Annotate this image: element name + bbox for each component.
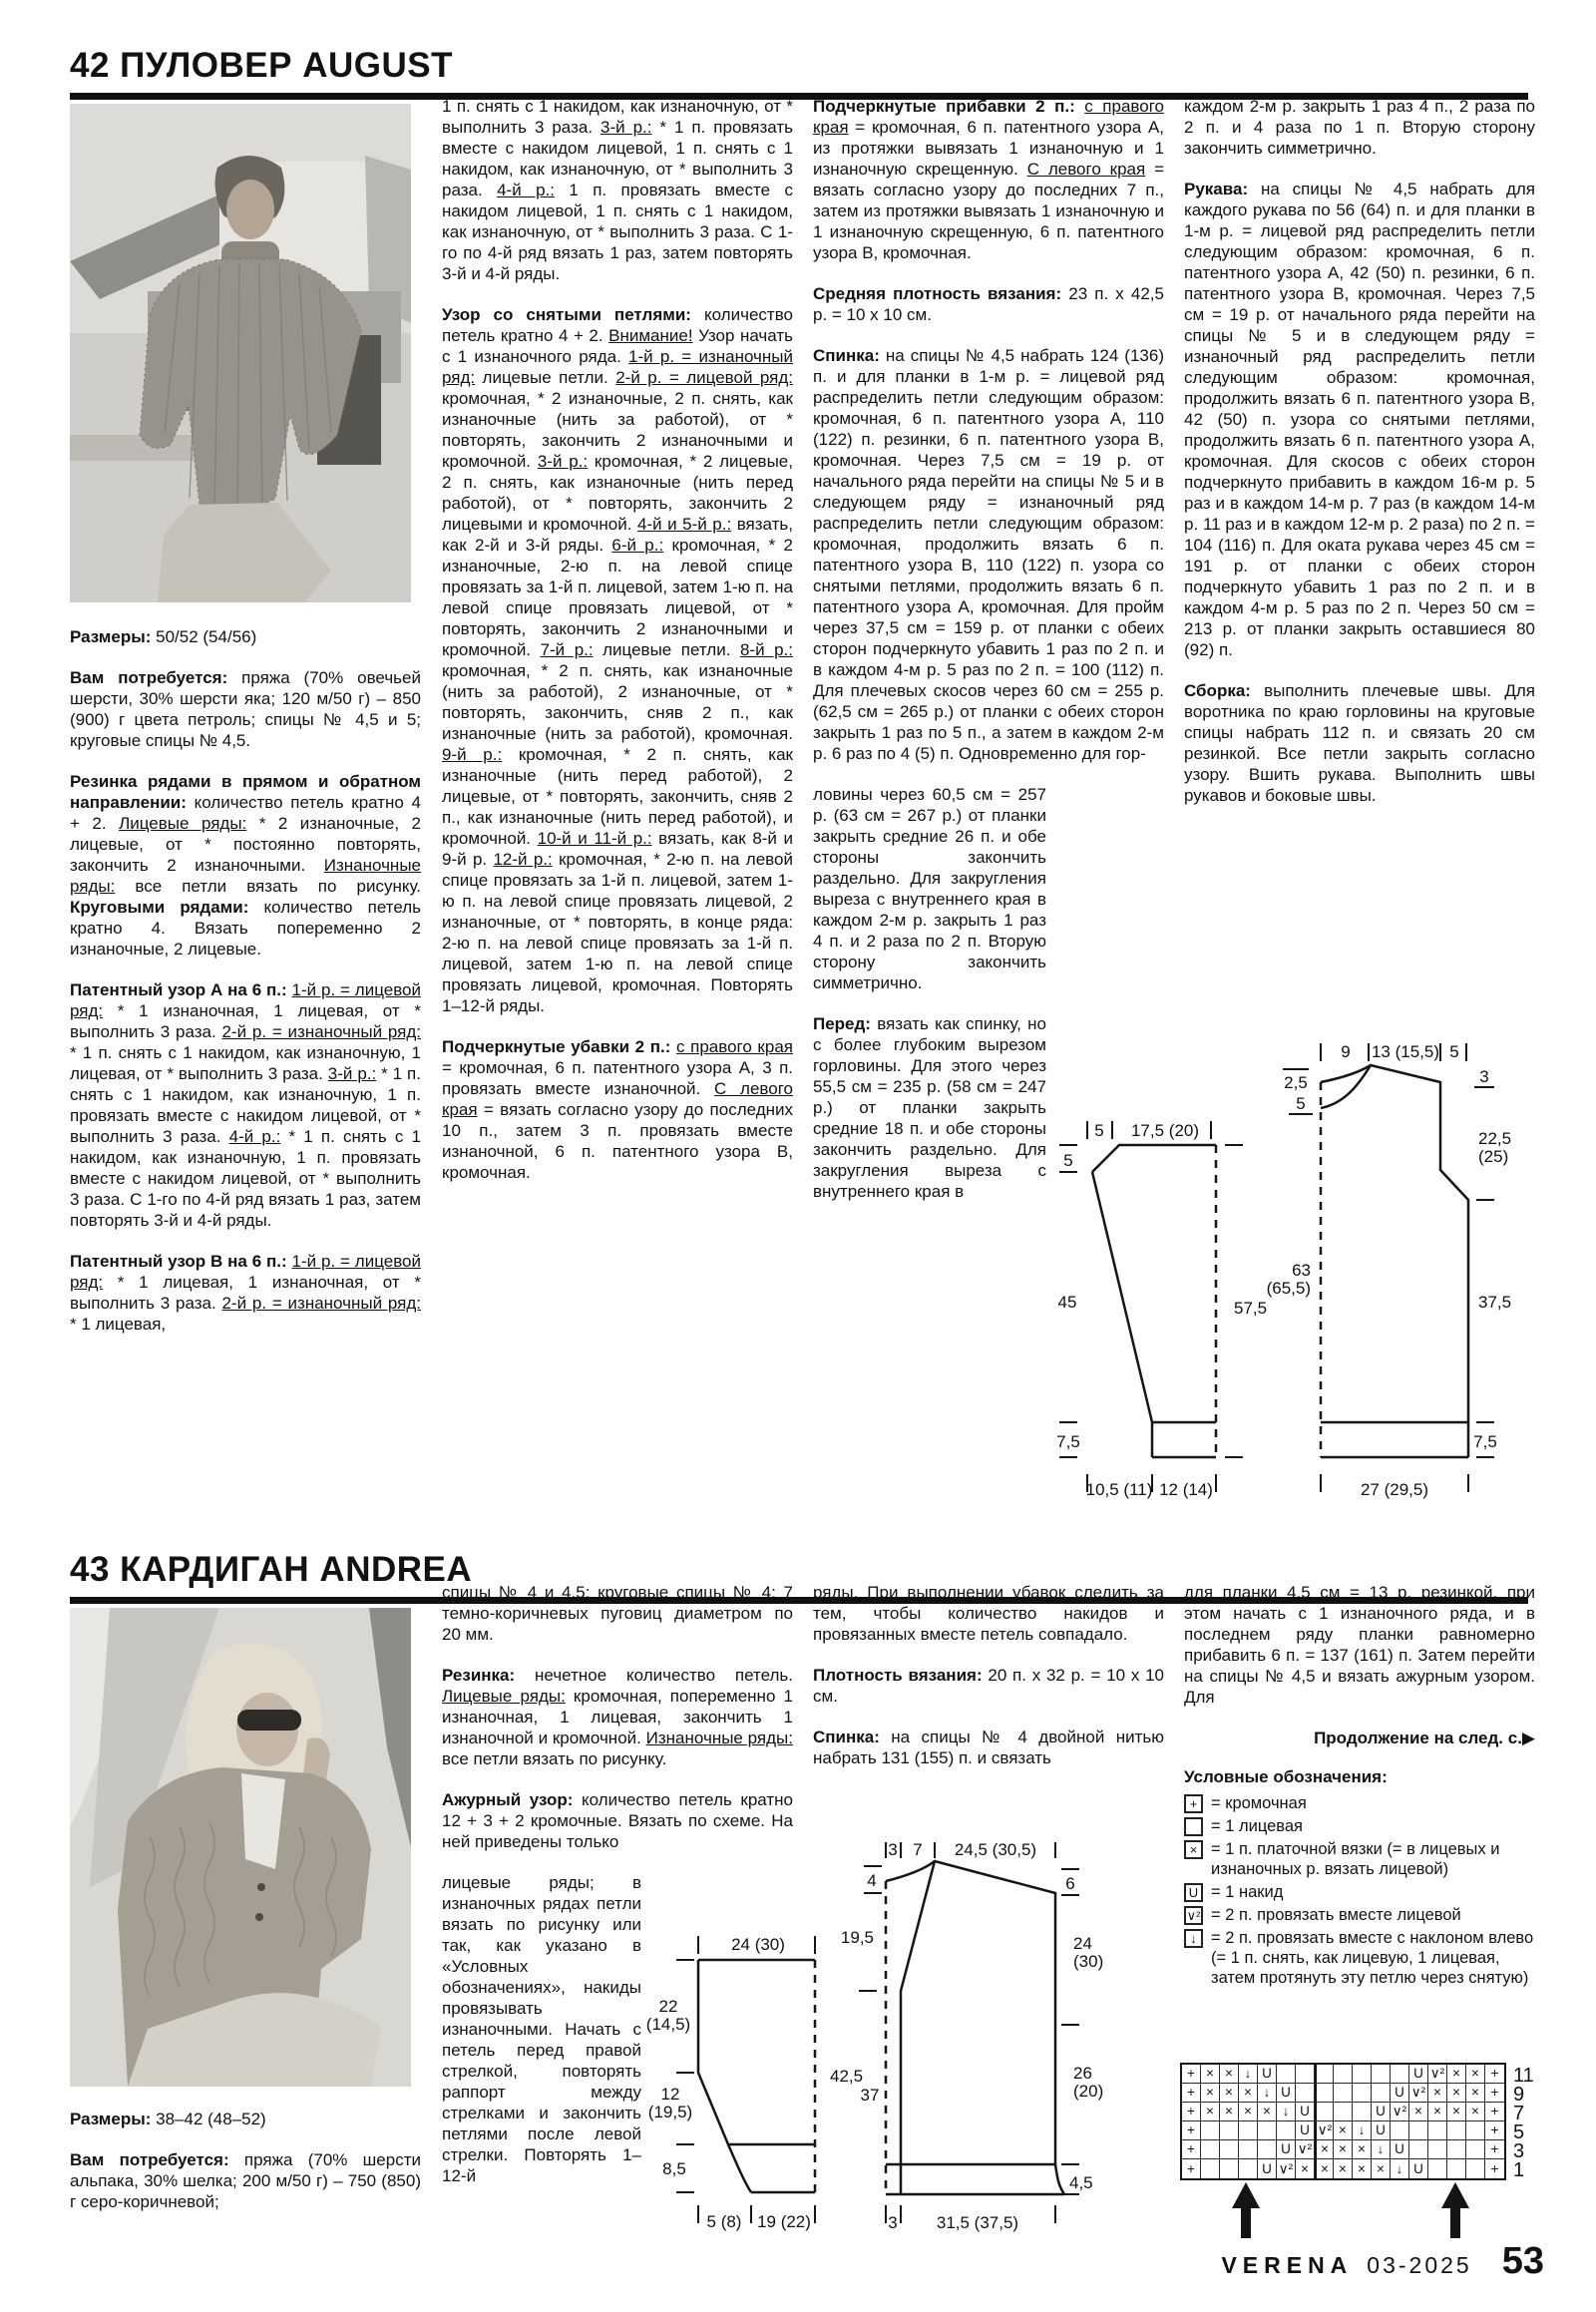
dim-label: (20) — [1073, 2082, 1104, 2101]
chart-row-number: 3 — [1513, 2140, 1525, 2162]
legend-text: = 2 п. провязать вместе лицевой — [1211, 1906, 1461, 1924]
legend-item — [1184, 1816, 1535, 1836]
chart-cell — [1372, 2065, 1391, 2084]
cardigan-photo-art — [70, 1608, 411, 2087]
paragraph: Плотность вязания: 20 п. х 32 р. = 10 х 10 см. — [813, 1666, 1165, 1706]
dim-label: 22 — [658, 1997, 678, 2016]
chart-cell — [1277, 2065, 1296, 2084]
paragraph: ловины через 60,5 см = 257 р. (63 см = 267 р.) от планки закрыть средние 26 п. и обе стороны закончить раздельно. Для закругления выреза с внутреннего края в каждом 2-м р. закрыть 1 раз 4 п. и 2 раза по 2 п. Вторую сторону закончить симметрично. — [813, 785, 1046, 992]
chart-cell: + — [1182, 2140, 1201, 2159]
s43-col1-text — [70, 2109, 421, 2212]
legend-symbol-icon: × — [1184, 1840, 1203, 1859]
chart-cell — [1220, 2121, 1239, 2140]
cardigan-schematic-svg — [638, 1838, 1185, 2312]
chart-cell: × — [1220, 2065, 1239, 2084]
legend-symbol-icon: + — [1184, 1794, 1203, 1813]
continuation-note: Продолжение на след. с.▶ — [1314, 1729, 1535, 1747]
chart-cell: + — [1485, 2140, 1504, 2159]
paragraph: Рукава: на спицы № 4,5 набрать для каждого рукава по 56 (64) п. и для планки в 1-м р. = лицевой ряд распределить петли следующим образом: кромочная, 6 п. патентного узора А, 42 (50) п. резинки, 6 п. патентного узора В, кромочная. Через 7,5 см = 19 р. от начального ряда перейти на спицы № 5 и в следующем ряду = изнаночный ряд распределить петли следующим образом: кромочная, продолжить вязать 6 п. патентного узора В, 42 (50) п. узора со снятыми петлями, продолжить вязать 6 п. патентного узора А, кромочная. Для скосов с обеих сторон подчеркнуто прибавить в каждом 16-м р. 5 раз и в каждом 14-м р. 7 раз (в каждом 14-м р. 11 раз и в каждом 12-м р. 2 раза) по 2 п. = 104 (116) п. Для оката рукава через 45 см = 191 р. от планки с обеих сторон подчеркнуто убавить 1 раз по 2 п. и в каждом 4-м р. 5 раз по 2 п. Через 50 см = 213 р. от планки закрыть оставшиеся 80 (92) п. — [1184, 180, 1535, 659]
chart-cell — [1239, 2121, 1258, 2140]
s42-column-4 — [1184, 96, 1535, 826]
s42-col1-text — [70, 626, 421, 1335]
s42-col3-text — [813, 96, 1164, 764]
legend-item — [1184, 1882, 1535, 1902]
chart-cell — [1353, 2084, 1372, 2103]
pullover-photo-art — [70, 104, 411, 602]
chart-cell: ∨² — [1428, 2065, 1447, 2084]
chart-cell — [1201, 2121, 1220, 2140]
s43-column-4 — [1184, 1582, 1535, 1991]
chart-row-number: 5 — [1513, 2121, 1525, 2143]
legend-symbol-icon: U — [1184, 1883, 1203, 1902]
chart-cell: + — [1182, 2065, 1201, 2084]
page-number: 53 — [1501, 2240, 1544, 2282]
dim-label: 12 (14) — [1159, 1480, 1213, 1499]
dim-label: 8,5 — [662, 2159, 686, 2178]
chart-cell — [1334, 2084, 1353, 2103]
section-43-title: 43 КАРДИГАН ANDREA — [70, 1550, 1528, 1604]
dim-label: 3 — [1479, 1067, 1489, 1086]
chart-cell: × — [1466, 2103, 1485, 2121]
s43-column-1 — [70, 1608, 421, 2232]
chart-cell — [1239, 2140, 1258, 2159]
chart-cell: U — [1258, 2159, 1277, 2178]
chart-cell: U — [1277, 2140, 1296, 2159]
legend-item — [1184, 1793, 1535, 1813]
dim-label: 6 — [1065, 1874, 1075, 1893]
dim-label: 4,5 — [1069, 2173, 1093, 2192]
paragraph: Спинка: на спицы № 4 двойной нитью набрать 131 (155) п. и связать — [813, 1728, 1164, 1767]
chart-row-number: 1 — [1513, 2159, 1525, 2181]
chart-cell: ∨² — [1277, 2159, 1296, 2178]
chart-cell — [1334, 2103, 1353, 2121]
dim-label: 22,5 — [1478, 1129, 1512, 1148]
magazine-issue: 03-2025 — [1367, 2252, 1472, 2278]
dim-label: 5 — [1063, 1151, 1073, 1170]
chart-cell — [1447, 2121, 1466, 2140]
dim-label: 24,5 (30,5) — [954, 1840, 1037, 1859]
chart-cell: + — [1490, 2160, 1499, 2176]
chart-cell — [1353, 2065, 1372, 2084]
chart-cell: + — [1182, 2084, 1201, 2103]
chart-cell: U — [1296, 2121, 1315, 2140]
chart-cell: ↓ — [1258, 2084, 1277, 2103]
chart-row — [1182, 2084, 1525, 2106]
legend-symbol-icon: ∨² — [1184, 1906, 1203, 1925]
chart-cell: × — [1447, 2103, 1466, 2121]
chart-cell: × — [1334, 2121, 1353, 2140]
paragraph: Подчеркнутые прибавки 2 п.: с правого края = кромочная, 6 п. патентного узора А, из протяжки вывязать 1 изнаночную и 1 изнаночную скрещенную. С левого края = вязать согласно узору до последних 7 п., затем из протяжки вывязать 1 изнаночную и 1 изнаночную скрещенную, 6 п. патентного узора В, кромочная. — [813, 97, 1164, 262]
legend-text: = кромочная — [1211, 1794, 1307, 1812]
chart-cell: × — [1239, 2103, 1258, 2121]
paragraph: Средняя плотность вязания: 23 п. х 42,5 р. = 10 х 10 см. — [813, 284, 1164, 324]
chart-cell: ∨² — [1296, 2140, 1315, 2159]
chart-cell: × — [1466, 2065, 1485, 2084]
dim-label: 13 (15,5) — [1371, 1042, 1440, 1061]
chart-cell — [1428, 2140, 1447, 2159]
chart-cell — [1315, 2065, 1334, 2084]
cardigan-photo — [70, 1608, 411, 2087]
chart-cell: U — [1391, 2140, 1409, 2159]
chart-cell: + — [1485, 2084, 1504, 2103]
chart-cell — [1201, 2140, 1220, 2159]
paragraph: Вам потребуется: пряжа (70% овечьей шерсти, 30% шерсти яка; 120 м/50 г) – 850 (900) г цвета петроль; спицы № 4,5 и 5; круговые спицы № 4,5. — [70, 668, 421, 750]
chart-cell — [1258, 2140, 1277, 2159]
chart-cell: × — [1201, 2103, 1220, 2121]
chart-cell — [1353, 2103, 1372, 2121]
chart-cell: U — [1277, 2084, 1296, 2103]
dim-label: 3 — [888, 2213, 898, 2232]
chart-row — [1182, 2140, 1525, 2162]
s43-col2-narrow-text — [442, 1872, 641, 2186]
dim-label: 27 (29,5) — [1360, 1480, 1429, 1499]
s43-col4-text — [1184, 1582, 1535, 1708]
dim-label: 5 — [1449, 1042, 1459, 1061]
legend-symbol-icon — [1184, 1817, 1203, 1836]
legend-item — [1184, 1928, 1535, 1988]
chart-cell — [1315, 2103, 1334, 2121]
chart-cell: U — [1391, 2084, 1409, 2103]
section-42-title: 42 ПУЛОВЕР AUGUST — [70, 46, 1528, 100]
chart-cell: × — [1409, 2103, 1428, 2121]
chart-cell: U — [1409, 2159, 1428, 2178]
chart-cell — [1409, 2121, 1428, 2140]
pullover-photo — [70, 104, 411, 602]
chart-cell — [1258, 2121, 1277, 2140]
dim-label: 31,5 (37,5) — [936, 2213, 1019, 2232]
chart-cell: × — [1334, 2159, 1353, 2178]
chart-cell: × — [1334, 2140, 1353, 2159]
dim-label: 5 — [1296, 1094, 1306, 1113]
dim-label: 24 (30) — [731, 1935, 785, 1954]
chart-cell: + — [1485, 2121, 1504, 2140]
paragraph: каждом 2-м р. закрыть 1 раз 4 п., 2 раза по 2 п. и 4 раза по 1 п. Вторую сторону закончить симметрично. — [1184, 97, 1535, 158]
chart-row — [1182, 2121, 1525, 2143]
chart-cell — [1201, 2159, 1220, 2178]
paragraph: Вам потребуется: пряжа (70% шерсти альпака, 30% шелка; 200 м/50 г) – 750 (850) г серо-коричневой; — [70, 2150, 422, 2211]
chart-cell: × — [1353, 2140, 1372, 2159]
paragraph: для планки 4,5 см = 13 р. резинкой, при этом начать с 1 изнаночного ряда, и в последнем ряду планки равномерно прибавить 6 п. = 137 (161) п. Затем перейти на спицы № 4,5 и вязать ажурным узором. Для — [1184, 1583, 1535, 1707]
chart-cell: × — [1353, 2159, 1372, 2178]
paragraph: Подчеркнутые убавки 2 п.: с правого края = кромочная, 6 п. патентного узора А, 3 п. провязать вместе изнаночной. С левого края = вязать согласно узору до последних 10 п., затем 3 п. провязать вместе изнаночной, 6 п. патентного узора В, кромочная. — [442, 1037, 794, 1182]
chart-cell — [1428, 2121, 1447, 2140]
s43-col3-text — [813, 1582, 1164, 1768]
chart-cell: × — [1428, 2103, 1447, 2121]
paragraph: спицы № 4 и 4,5; круговые спицы № 4; 7 темно-коричневых пуговиц диаметром по 20 мм. — [442, 1583, 793, 1644]
chart-cell: × — [1447, 2065, 1466, 2084]
dim-label: 26 — [1073, 2064, 1092, 2083]
dim-label: 3 — [888, 1840, 898, 1859]
cardigan-schematic — [638, 1838, 1185, 2312]
chart-cell — [1409, 2140, 1428, 2159]
legend-items — [1184, 1793, 1535, 1988]
chart-cell: + — [1485, 2065, 1504, 2084]
s42-col3-narrow-text — [813, 784, 1046, 1202]
chart-cell — [1372, 2084, 1391, 2103]
dim-label: 57,5 — [1234, 1299, 1268, 1318]
chart-cell: × — [1315, 2140, 1334, 2159]
dim-label: 5 (8) — [706, 2212, 742, 2231]
chart-cell — [1315, 2084, 1334, 2103]
chart-cell: × — [1220, 2084, 1239, 2103]
legend-text: = 1 накид — [1211, 1883, 1284, 1901]
legend-symbol-icon: ↓ — [1184, 1929, 1203, 1948]
paragraph: лицевые ряды; в изнаночных рядах петли вязать по рисунку или так, как указано в «Условных обозначениях», накиды провязывать изнаночными. Начать с петель перед правой стрелкой, повторять раппорт между стрелками и закончить петлями после левой стрелки. Повторять 1–12-й — [442, 1873, 641, 2185]
chart-cell: ↓ — [1372, 2140, 1391, 2159]
paragraph: Патентный узор В на 6 п.: 1-й р. = лицевой ряд: * 1 лицевая, 1 изнаночная, от * выполнить 3 раза. 2-й р. = изнаночный ряд: * 1 лицевая, — [70, 1252, 421, 1334]
rapport-arrow-right — [1232, 2182, 1260, 2238]
dim-label: 7,5 — [1473, 1432, 1497, 1451]
chart-cell: × — [1258, 2103, 1277, 2121]
chart-cell — [1391, 2065, 1409, 2084]
dim-label: 7 — [913, 1840, 923, 1859]
dim-label: 45 — [1057, 1293, 1077, 1312]
dim-label: 19,5 — [840, 1928, 874, 1947]
dim-label: (19,5) — [647, 2103, 693, 2121]
chart-row — [1182, 2159, 1525, 2181]
rapport-arrow-left — [1441, 2182, 1469, 2238]
chart-cell — [1296, 2084, 1315, 2103]
dim-label: 9 — [1341, 1042, 1351, 1061]
chart-cell: + — [1182, 2103, 1201, 2121]
chart-cell: ∨² — [1315, 2121, 1334, 2140]
paragraph: Перед: вязать как спинку, но с более глубоким вырезом горловины. Для этого через 55,5 см = 235 р. (58 см = 247 р.) от планки закрыть средние 18 п. и обе стороны закончить раздельно. Для закругления выреза с внутреннего края в — [813, 1014, 1046, 1201]
dim-label: 37,5 — [1478, 1293, 1512, 1312]
chart-row — [1182, 2065, 1534, 2087]
dim-label: 37 — [860, 2086, 880, 2105]
chart-cell: + — [1182, 2159, 1201, 2178]
paragraph: Резинка: нечетное количество петель. Лицевые ряды: кромочная, попеременно 1 изнаночная, 1 лицевая, закончить 1 изнаночной и кромочной. Изнаночные ряды: все петли вязать по рисунку. — [442, 1666, 793, 1768]
dim-label: 5 — [1094, 1121, 1104, 1140]
s42-col4-text — [1184, 96, 1535, 806]
chart-cell: + — [1182, 2121, 1201, 2140]
chart-cell: × — [1428, 2084, 1447, 2103]
chart-cell: U — [1372, 2121, 1391, 2140]
chart-cell: ↓ — [1391, 2159, 1409, 2178]
chart-cell — [1334, 2065, 1353, 2084]
legend-text: = 2 п. провязать вместе с наклоном влево (= 1 п. снять, как лицевую, 1 лицевая, затем протянуть эту петлю через снятую) — [1211, 1929, 1534, 1987]
dim-label: (30) — [1073, 1952, 1104, 1971]
s42-col2-text — [442, 96, 793, 1183]
dim-label: 4 — [867, 1871, 877, 1890]
knitting-chart — [1180, 2063, 1549, 2242]
chart-cell: × — [1372, 2159, 1391, 2178]
paragraph: Размеры: 50/52 (54/56) — [70, 627, 257, 646]
legend-text: = 1 лицевая — [1211, 1817, 1303, 1835]
chart-cell: U — [1409, 2065, 1428, 2084]
legend-item — [1184, 1839, 1535, 1879]
chart-cell: + — [1485, 2103, 1504, 2121]
chart-row-number: 9 — [1513, 2084, 1525, 2106]
dim-label: 19 (22) — [757, 2212, 811, 2231]
chart-cell — [1466, 2140, 1485, 2159]
rapport-arrows — [1180, 2180, 1509, 2242]
paragraph: Узор со снятыми петлями: количество петель кратно 4 + 2. Внимание! Узор начать с 1 изнаночного ряда. 1-й р. = изнаночный ряд: лицевые петли. 2-й р. = лицевой ряд: кромочная, * 2 изнаночные, 2 п. снять, как изнаночные (нить за работой), от * повторять, закончить 2 изнаночными и кромочной. 3-й р.: кромочная, * 2 лицевые, 2 п. снять, как изнаночные (нить перед работой), от * повторять, закончить 2 лицевыми и кромочной. 4-й и 5-й р.: вязать, как 2-й и 3-й ряды. 6-й р.: кромочная, * 2 изнаночные, 2-ю п. на левой спице провязать за 1-й п. лицевой, затем 1-ю п. на левой спице провязать лицевой, от * повторять, закончить 2 изнаночными и кромочной. 7-й р.: лицевые петли. 8-й р.: кромочная, * 2 п. снять, как изнаночные (нить за работой), 2 изнаночные, от * повторять, закончить, сняв 2 п., как изнаночные (нить за работой), кромочная. 9-й р.: кромочная, * 2 п. снять, как изнаночные (нить перед работой), 2 лицевые, от * повторять, закончить, сняв 2 п., как изнаночные (нить перед работой), и кромочной. 10-й и 11-й р.: вязать, как 8-й и 9-й р. 12-й р.: кромочная, * 2-ю п. на левой спице провязать за 1-й п. лицевой, затем 1-ю п. на левой спице провязать лицевой, 2 изнаночные, от * повторять, в конце ряда: 2-ю п. на левой спице провязать за 1-й п. лицевой, затем 1-ю п. на левой спице провязать лицевой, кромочная. Повторять 1–12-й ряды. — [442, 305, 794, 1015]
pullover-schematic-svg — [1049, 1035, 1580, 1552]
chart-cell: × — [1220, 2103, 1239, 2121]
chart-cell — [1296, 2065, 1315, 2084]
legend-item — [1184, 1905, 1535, 1925]
chart-row — [1182, 2103, 1525, 2124]
dim-label: 42,5 — [830, 2067, 864, 2086]
paragraph: ряды. При выполнении убавок следить за тем, чтобы количество накидов и провязанных вместе петель совпадало. — [813, 1583, 1164, 1644]
chart-cell — [1277, 2121, 1296, 2140]
dim-label: 7,5 — [1056, 1432, 1080, 1451]
chart-cell: ∨² — [1409, 2084, 1428, 2103]
chart-cell: U — [1258, 2065, 1277, 2084]
chart-row-number: 7 — [1513, 2103, 1525, 2124]
chart-cell — [1466, 2159, 1485, 2178]
paragraph: Размеры: 38–42 (48–52) — [70, 2110, 266, 2128]
dim-label: (65,5) — [1266, 1279, 1311, 1298]
chart-cell: U — [1296, 2103, 1315, 2121]
dim-label: 17,5 (20) — [1130, 1121, 1200, 1140]
paragraph: Резинка рядами в прямом и обратном направлении: количество петель кратно 4 + 2. Лицевые ряды: * 2 изнаночные, 2 лицевые, от * постоянно повторять, закончить 2 изнаночными. Изнаночные ряды: все петли вязать по рисунку. Круговыми рядами: количество петель кратно 4. Вязать попеременно 2 изнаночные, 2 лицевые. — [70, 772, 421, 959]
chart-cell — [1447, 2159, 1466, 2178]
chart-cell — [1428, 2159, 1447, 2178]
chart-cell — [1391, 2121, 1409, 2140]
paragraph: 1 п. снять с 1 накидом, как изнаночную, от * выполнить 3 раза. 3-й р.: * 1 п. провязать вместе с накидом лицевой, 1 п. снять с 1 накидом, как изнаночную, от * выполнить 3 раза. 4-й р.: 1 п. провязать вместе с накидом лицевой, 1 п. снять с 1 накидом, как изнаночную, от * выполнить 3 раза. С 1-го по 4-й ряд вязать 1 раз, затем повторять 3-й и 4-й ряды. — [442, 97, 793, 283]
pullover-schematic — [1049, 1035, 1580, 1557]
s42-column-2 — [442, 96, 793, 1203]
s42-column-1 — [70, 104, 421, 1354]
dim-label: (25) — [1478, 1147, 1509, 1166]
s43-col2-text — [442, 1582, 793, 1852]
chart-cell: U — [1372, 2103, 1391, 2121]
chart-cell — [1447, 2140, 1466, 2159]
chart-cell — [1220, 2159, 1239, 2178]
dim-label: 10,5 (11) — [1085, 1480, 1153, 1499]
page-footer — [1221, 2240, 1544, 2283]
chart-cell — [1239, 2159, 1258, 2178]
dim-label: 2,5 — [1284, 1073, 1308, 1092]
chart-cell: ∨² — [1391, 2103, 1409, 2121]
dim-label: (14,5) — [645, 2015, 691, 2034]
chart-cell: × — [1201, 2084, 1220, 2103]
dim-label: 12 — [660, 2085, 680, 2104]
dim-label: 63 — [1292, 1261, 1311, 1280]
paragraph: Сборка: выполнить плечевые швы. Для воротника по краю горловины на круговые спицы набрать 112 п. и связать 20 см резинкой. Все петли закрыть согласно узору. Вшить рукава. Выполнить швы рукавов и боковые швы. — [1184, 681, 1535, 805]
chart-grid — [1180, 2063, 1534, 2181]
chart-cell: × — [1239, 2084, 1258, 2103]
s43-column-3 — [813, 1582, 1164, 1788]
chart-cell: × — [1466, 2084, 1485, 2103]
chart-cell: ↓ — [1239, 2065, 1258, 2084]
dim-label: 24 — [1073, 1934, 1092, 1953]
chart-cell: × — [1315, 2159, 1334, 2178]
chart-cell: ↓ — [1277, 2103, 1296, 2121]
magazine-brand: VERENA — [1221, 2252, 1354, 2278]
legend-text: = 1 п. платочной вязки (= в лицевых и изнаночных р. вязать лицевой) — [1211, 1840, 1500, 1878]
paragraph: Спинка: на спицы № 4,5 набрать 124 (136) п. и для планки в 1-м р. = лицевой ряд распределить петли следующим образом: кромочная, 6 п. патентного узора А, 110 (122) п. резинки, 6 п. патентного узора В, кромочная. Через 7,5 см = 19 р. от начального ряда перейти на спицы № 5 и в следующем ряду = изнаночный ряд распределить петли следующим образом: кромочная, продолжить вязать 6 п. патентного узора В, 110 (122) п. узора со снятыми петлями, продолжить вязать 6 п. патентного узора А, кромочная. Для пройм через 37,5 см = 159 р. от планки с обеих сторон подчеркнуто убавить 1 раз по 2 п. и в каждом 4-м р. 5 раз по 2 п. = 100 (112) п. Для плечевых скосов через 60 см = 255 р. (62,5 см = 265 р.) от планки с обеих сторон закрыть 1 раз по 5 п., а затем в каждом 2-м р. 6 раз по 4 (5) п. Одновременно для гор- — [813, 346, 1164, 763]
legend-title: Условные обозначения: — [1184, 1767, 1388, 1786]
chart-cell: × — [1447, 2084, 1466, 2103]
chart-cell — [1466, 2121, 1485, 2140]
chart-cell — [1220, 2140, 1239, 2159]
chart-cell: × — [1296, 2159, 1315, 2178]
paragraph: Патентный узор А на 6 п.: 1-й р. = лицевой ряд: * 1 изнаночная, 1 лицевая, от * выполнить 3 раза. 2-й р. = изнаночный ряд: * 1 п. снять с 1 накидом, как изнаночную, 1 лицевая, от * выполнить 3 раза. 3-й р.: * 1 п. снять с 1 накидом, как изнаночную, 1 п. провязать вместе с накидом лицевой, от * выполнить 3 раза. 4-й р.: * 1 п. снять с 1 накидом, как изнаночную, 1 п. провязать вместе с накидом лицевой, от * выполнить 3 раза. С 1-го по 4-й ряд вязать 1 раз, затем повторять 3-й и 4-й ряды. — [70, 980, 421, 1230]
legend — [1184, 1766, 1535, 1988]
paragraph: Ажурный узор: количество петель кратно 12 + 3 + 2 кромочные. Вязать по схеме. На ней приведены только — [442, 1790, 793, 1851]
chart-row-number: 11 — [1513, 2065, 1534, 2087]
chart-cell: × — [1201, 2065, 1220, 2084]
chart-cell: ↓ — [1353, 2121, 1372, 2140]
